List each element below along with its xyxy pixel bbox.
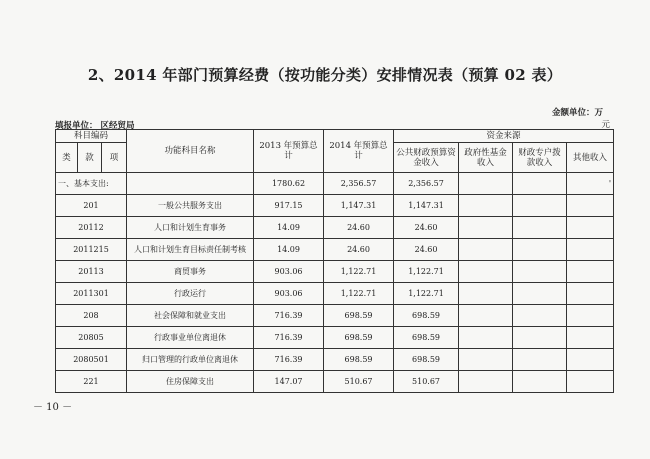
row-budget-2014: 1,122.71: [324, 283, 394, 305]
row-code: 20805: [56, 327, 127, 349]
table-row: [56, 239, 614, 261]
row-public-finance: 510.67: [394, 371, 459, 393]
row-other: [567, 195, 614, 217]
row-budget-2013: 917.15: [254, 195, 324, 217]
row-name: 一般公共服务支出: [127, 195, 254, 217]
row-public-finance: 698.59: [394, 327, 459, 349]
row-special-account: [513, 261, 567, 283]
header-funding-source: 资金来源: [394, 130, 614, 143]
row-code: 2011301: [56, 283, 127, 305]
row-gov-fund: [459, 195, 513, 217]
row-budget-2014: 1,122.71: [324, 261, 394, 283]
row-budget-2014: 698.59: [324, 349, 394, 371]
row-other: ': [567, 173, 614, 195]
row-name: 商贸事务: [127, 261, 254, 283]
row-code: 221: [56, 371, 127, 393]
row-other: [567, 327, 614, 349]
table-row: [56, 217, 614, 239]
row-budget-2013: 147.07: [254, 371, 324, 393]
row-budget-2014: 698.59: [324, 327, 394, 349]
row-code: 201: [56, 195, 127, 217]
row-special-account: [513, 327, 567, 349]
row-budget-2014: 510.67: [324, 371, 394, 393]
row-other: [567, 217, 614, 239]
row-budget-2013: 1780.62: [254, 173, 324, 195]
row-public-finance: 24.60: [394, 239, 459, 261]
row-budget-2014: 1,147.31: [324, 195, 394, 217]
row-budget-2013: 903.06: [254, 261, 324, 283]
row-budget-2013: 716.39: [254, 327, 324, 349]
row-gov-fund: [459, 283, 513, 305]
row-gov-fund: [459, 173, 513, 195]
row-name: 人口和计划生育事务: [127, 217, 254, 239]
row-other: [567, 261, 614, 283]
header-class: 类: [56, 143, 78, 173]
row-budget-2014: 698.59: [324, 305, 394, 327]
table-row: [56, 305, 614, 327]
row-code: 2011215: [56, 239, 127, 261]
row-special-account: [513, 305, 567, 327]
row-budget-2013: 716.39: [254, 305, 324, 327]
budget-table: [55, 129, 614, 393]
row-gov-fund: [459, 327, 513, 349]
row-budget-2013: 903.06: [254, 283, 324, 305]
header-special-account: 财政专户拨款收入: [513, 143, 567, 173]
row-code: 208: [56, 305, 127, 327]
amount-unit-suffix: 元: [601, 120, 610, 130]
row-public-finance: 2,356.57: [394, 173, 459, 195]
header-item: 项: [102, 143, 127, 173]
row-special-account: [513, 283, 567, 305]
row-budget-2014: 24.60: [324, 239, 394, 261]
page-title: 2、2014 年部门预算经费（按功能分类）安排情况表（预算 02 表）: [87, 66, 563, 84]
row-public-finance: 698.59: [394, 305, 459, 327]
row-public-finance: 1,147.31: [394, 195, 459, 217]
row-special-account: [513, 173, 567, 195]
row-special-account: [513, 217, 567, 239]
reporting-unit: 填报单位： 区经贸局: [55, 121, 135, 131]
header-budget-2014: 2014 年预算总计: [324, 130, 394, 173]
row-budget-2013: 14.09: [254, 217, 324, 239]
table-row: [56, 371, 614, 393]
table-row: [56, 349, 614, 371]
row-name: 归口管理的行政单位离退休: [127, 349, 254, 371]
row-code: 一、基本支出:: [56, 173, 127, 195]
header-gov-fund: 政府性基金收入: [459, 143, 513, 173]
row-name: 社会保障和就业支出: [127, 305, 254, 327]
row-special-account: [513, 239, 567, 261]
table-row: [56, 261, 614, 283]
header-public-finance: 公共财政预算资金收入: [394, 143, 459, 173]
row-budget-2013: 14.09: [254, 239, 324, 261]
row-name: 住房保障支出: [127, 371, 254, 393]
row-special-account: [513, 371, 567, 393]
row-other: [567, 349, 614, 371]
row-gov-fund: [459, 349, 513, 371]
page-number: － 10 －: [33, 402, 73, 413]
table-row: [56, 327, 614, 349]
row-code: 20113: [56, 261, 127, 283]
row-name: 行政事业单位离退休: [127, 327, 254, 349]
row-budget-2013: 716.39: [254, 349, 324, 371]
row-other: [567, 305, 614, 327]
table-row: [56, 195, 614, 217]
row-gov-fund: [459, 217, 513, 239]
header-budget-2013: 2013 年预算总计: [254, 130, 324, 173]
header-function-name: 功能科目名称: [127, 130, 254, 173]
row-name: 人口和计划生育目标责任制考核: [127, 239, 254, 261]
row-public-finance: 1,122.71: [394, 261, 459, 283]
row-code: 20112: [56, 217, 127, 239]
row-special-account: [513, 195, 567, 217]
row-public-finance: 1,122.71: [394, 283, 459, 305]
row-other: [567, 283, 614, 305]
header-subject-code: 科目编码: [56, 130, 127, 143]
row-gov-fund: [459, 261, 513, 283]
row-other: [567, 371, 614, 393]
row-special-account: [513, 349, 567, 371]
row-budget-2014: 2,356.57: [324, 173, 394, 195]
row-other: [567, 239, 614, 261]
amount-unit-label: [552, 107, 610, 131]
row-public-finance: 698.59: [394, 349, 459, 371]
amount-unit-text: 金额单位：万: [552, 108, 604, 118]
row-gov-fund: [459, 239, 513, 261]
header-section: 款: [78, 143, 102, 173]
row-budget-2014: 24.60: [324, 217, 394, 239]
row-gov-fund: [459, 371, 513, 393]
table-row: [56, 283, 614, 305]
row-code: 2080501: [56, 349, 127, 371]
row-name: 行政运行: [127, 283, 254, 305]
header-other: 其他收入: [567, 143, 614, 173]
row-name: [127, 173, 254, 195]
row-public-finance: 24.60: [394, 217, 459, 239]
row-gov-fund: [459, 305, 513, 327]
table-row: [56, 173, 614, 195]
